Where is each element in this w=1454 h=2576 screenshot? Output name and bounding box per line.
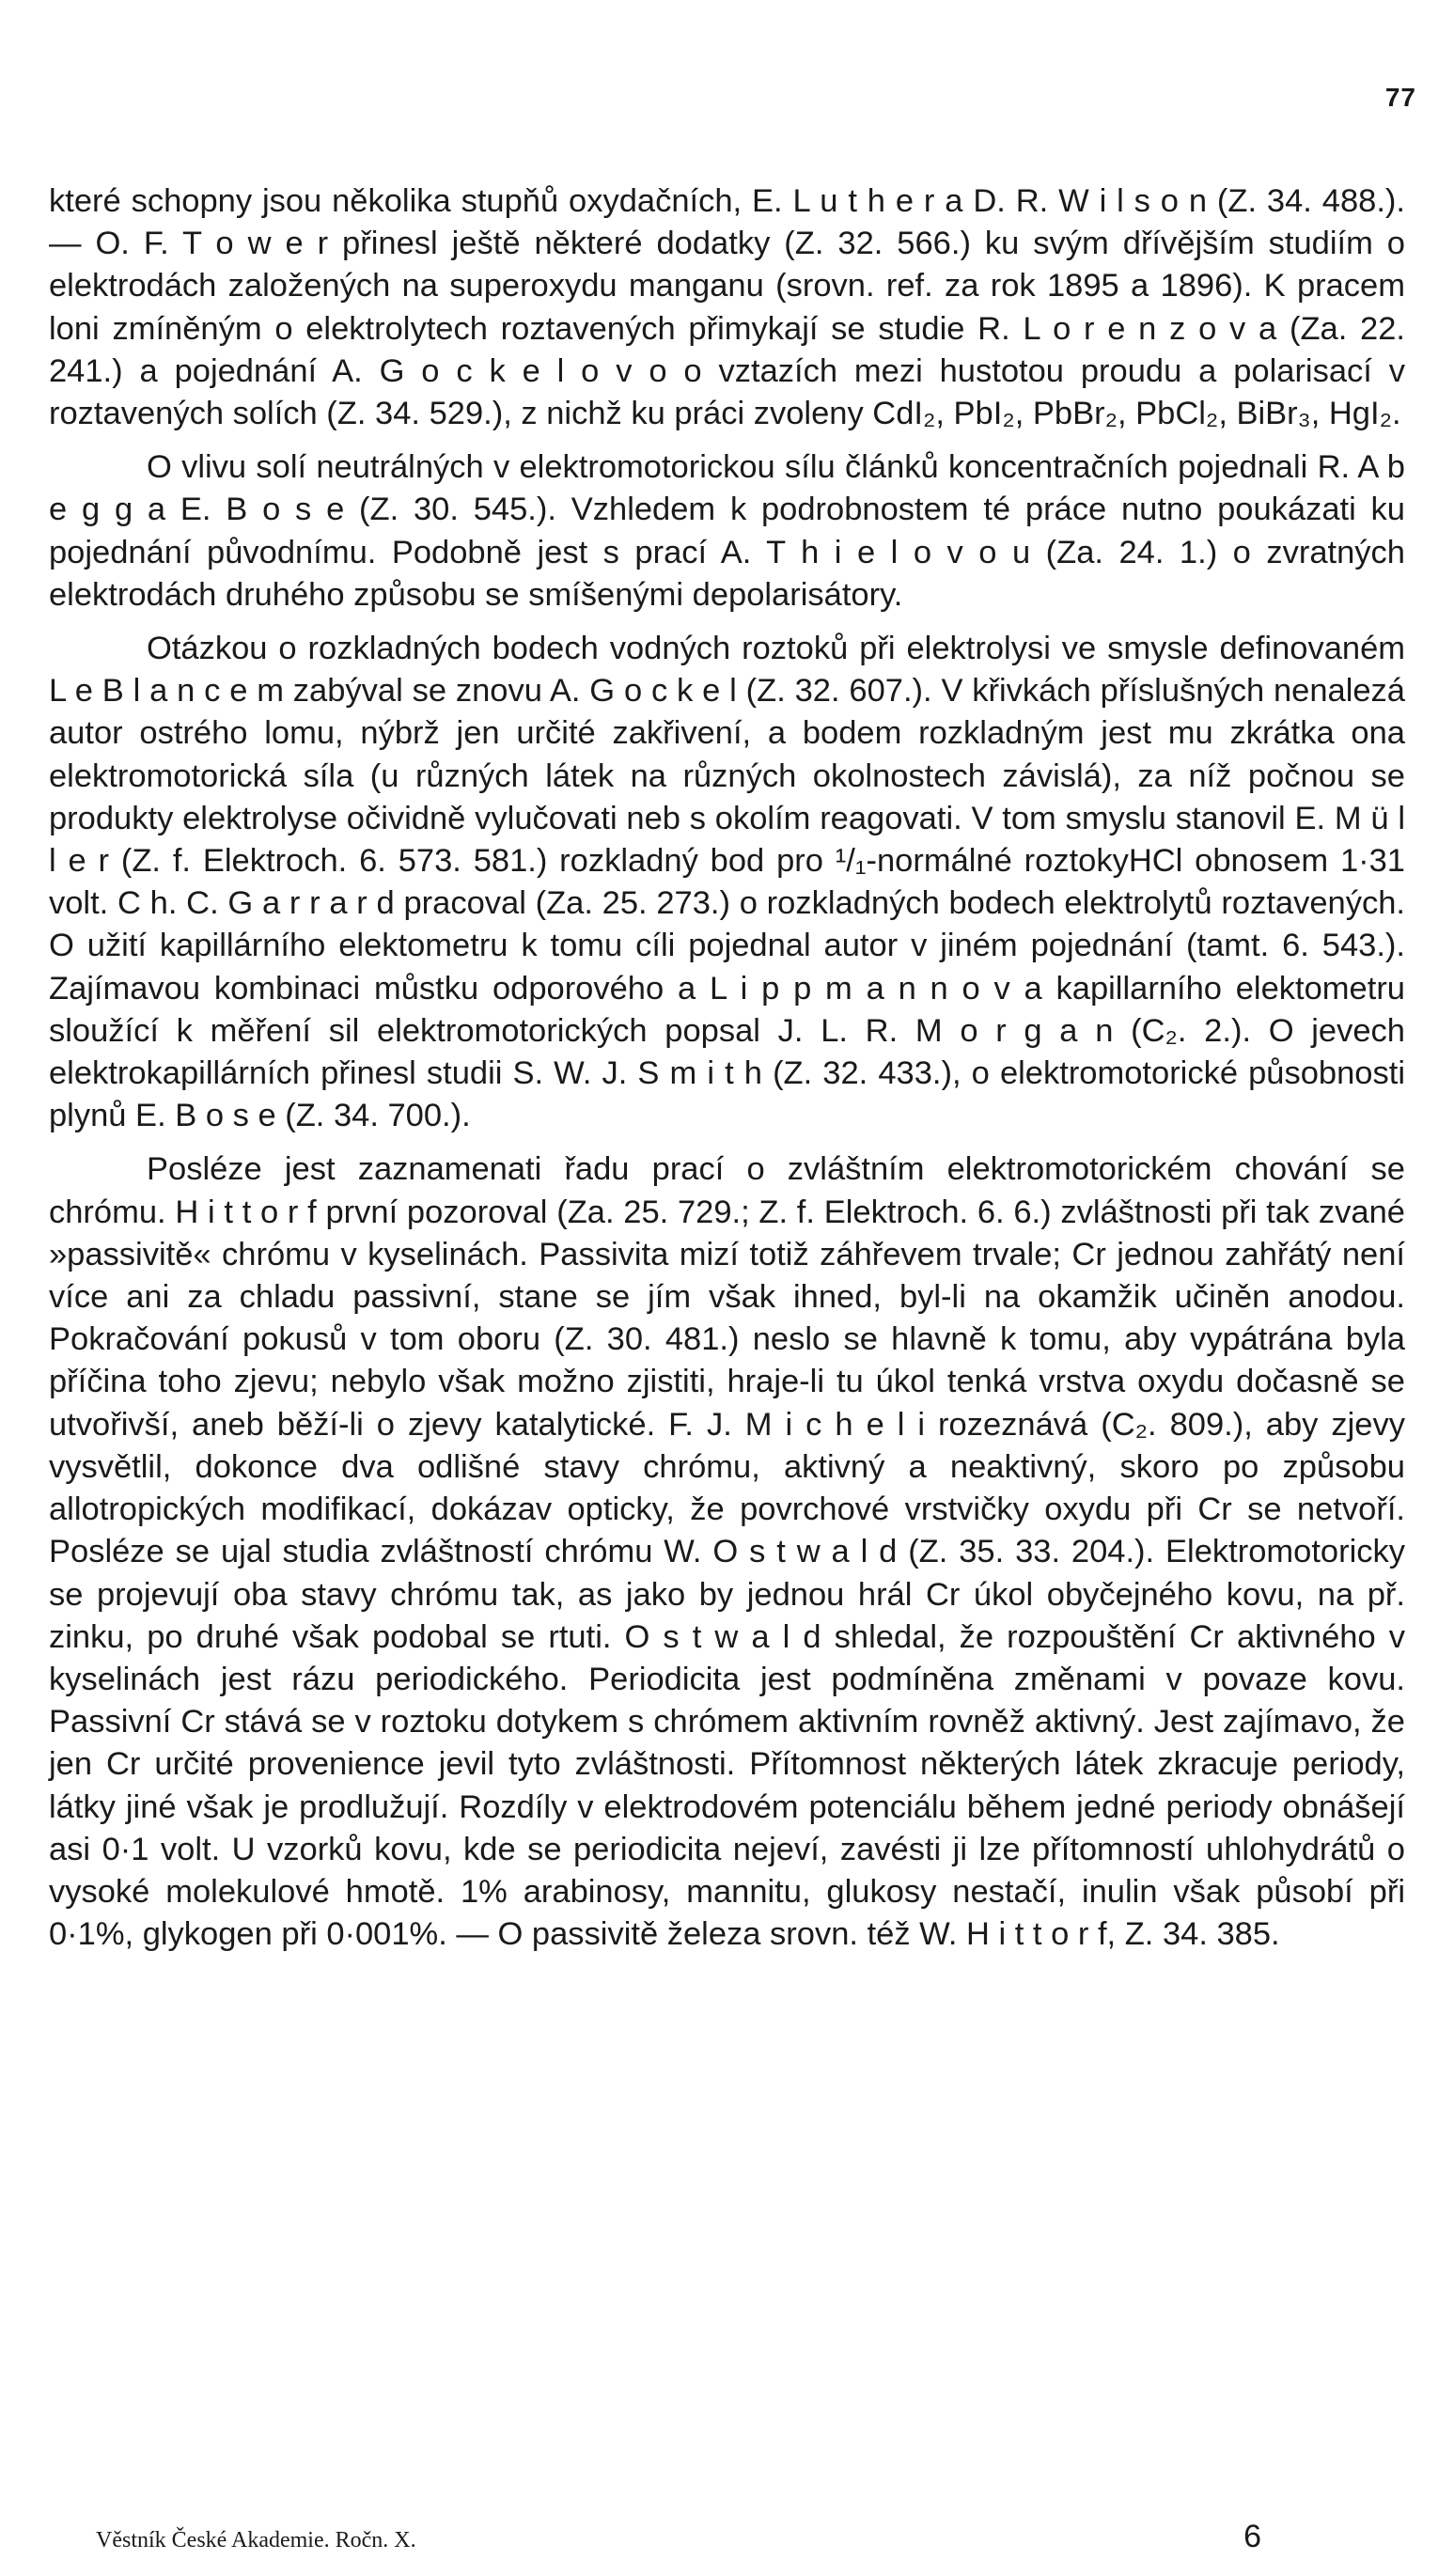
paragraph-2: O vlivu solí neutrálných v elektromotorickou sílu článků koncentračních pojednali R. A b e g g a E. B o s e (Z. 30. 545.). Vzhledem k podrobnostem té práce nutno poukázati ku pojednání původnímu. Podobně jest s prací A. T h i e l o v o u (Za. 24. 1.) o zvratných elektrodách druhého způsobu se smíšenými depolarisátory. bbox=[49, 449, 1405, 613]
page-body bbox=[49, 180, 1405, 1967]
journal-name: Věstník České Akademie. Ročn. X. bbox=[96, 2528, 416, 2553]
page-footer bbox=[96, 2519, 1261, 2555]
paragraph-1: které schopny jsou několika stupňů oxydačních, E. L u t h e r a D. R. W i l s o n (Z. 34. 488.). — O. F. T o w e r přinesl ještě některé dodatky (Z. 32. 566.) ku svým dřívějším studiím o elektrodách založených na superoxydu manganu (srovn. ref. za rok 1895 a 1896). K pracem loni zmíněným o elektrolytech roztavených přimykají se studie R. L o r e n z o v a (Za. 22. 241.) a pojednání A. G o c k e l o v o o vztazích mezi hustotou proudu a polarisací v roztavených solích (Z. 34. 529.), z nichž ku práci zvoleny CdI₂, PbI₂, PbBr₂, PbCl₂, BiBr₃, HgI₂. bbox=[49, 183, 1405, 432]
page-number: 77 bbox=[1384, 83, 1416, 112]
sheet-signature: 6 bbox=[1243, 2519, 1261, 2554]
paragraph-3: Otázkou o rozkladných bodech vodných roztoků při elektrolysi ve smysle definovaném L e B l a n c e m zabýval se znovu A. G o c k e l (Z. 32. 607.). V křivkách příslušných nenalezá autor ostrého lomu, nýbrž jen určité zakřivení, a bodem rozkladným jest mu zkrátka ona elektromotorická síla (u různých látek na různých okolnostech závislá), za níž počnou se produkty elektrolyse očividně vylučovati neb s okolím reagovati. V tom smyslu stanovil E. M ü l l e r (Z. f. Elektroch. 6. 573. 581.) rozkladný bod pro ¹/₁-normálné roztokyHCl obnosem 1·31 volt. C h. C. G a r r a r d pracoval (Za. 25. 273.) o rozkladných bodech elektrolytů roztavených. O užití kapillárního elektometru k tomu cíli pojednal autor v jiném pojednání (tamt. 6. 543.). Zajímavou kombinaci můstku odporového a L i p p m a n n o v a kapillarního elektometru sloužící k měření sil elektromotorických popsal J. L. R. M o r g a n (C₂. 2.). O jevech elektrokapillárních přinesl studii S. W. J. S m i t h (Z. 32. 433.), o elektromotorické působnosti plynů E. B o s e (Z. 34. 700.). bbox=[49, 631, 1405, 1134]
paragraph-4: Posléze jest zaznamenati řadu prací o zvláštním elektromotorickém chování se chrómu. H i t t o r f první pozoroval (Za. 25. 729.; Z. f. Elektroch. 6. 6.) zvláštnosti při tak zvané »passivitě« chrómu v kyselinách. Passivita mizí totiž záhřevem trvale; Cr jednou zahřátý není více ani za chladu passivní, stane se jím však ihned, byl-li na okamžik učiněn anodou. Pokračování pokusů v tom oboru (Z. 30. 481.) neslo se hlavně k tomu, aby vypátrána byla příčina toho zjevu; nebylo však možno zjistiti, hraje-li tu úkol tenká vrstva oxydu dočasně se utvořivší, aneb běží-li o zjevy katalytické. F. J. M i c h e l i rozeznává (C₂. 809.), aby zjevy vysvětlil, dokonce dva odlišné stavy chrómu, aktivný a neaktivný, skoro po způsobu allotropických modifikací, dokázav opticky, že povrchové vrstvičky oxydu při Cr se netvoří. Posléze se ujal studia zvláštností chrómu W. O s t w a l d (Z. 35. 33. 204.). Elektromotoricky se projevují oba stavy chrómu tak, as jako by jednou hrál Cr úkol obyčejného kovu, na př. zinku, po druhé však podobal se rtuti. O s t w a l d shledal, že rozpouštění Cr aktivného v kyselinách jest rázu periodického. Periodicita jest podmíněna změnami v povaze kovu. Passivní Cr stává se v roztoku dotykem s chrómem aktivním rovněž aktivný. Jest zajímavo, že jen Cr určité provenience jevil tyto zvláštnosti. Přítomnost některých látek zkracuje periody, látky jiné však je prodlužují. Rozdíly v elektrodovém potenciálu během jedné periody obnášejí asi 0·1 volt. U vzorků kovu, kde se periodicita nejeví, zavésti ji lze přítomností uhlohydrátů o vysoké molekulové hmotě. 1% arabinosy, mannitu, glukosy nestačí, inulin však působí při 0·1%, glykogen při 0·001%. — O passivitě železa srovn. též W. H i t t o r f, Z. 34. 385. bbox=[49, 1151, 1405, 1953]
